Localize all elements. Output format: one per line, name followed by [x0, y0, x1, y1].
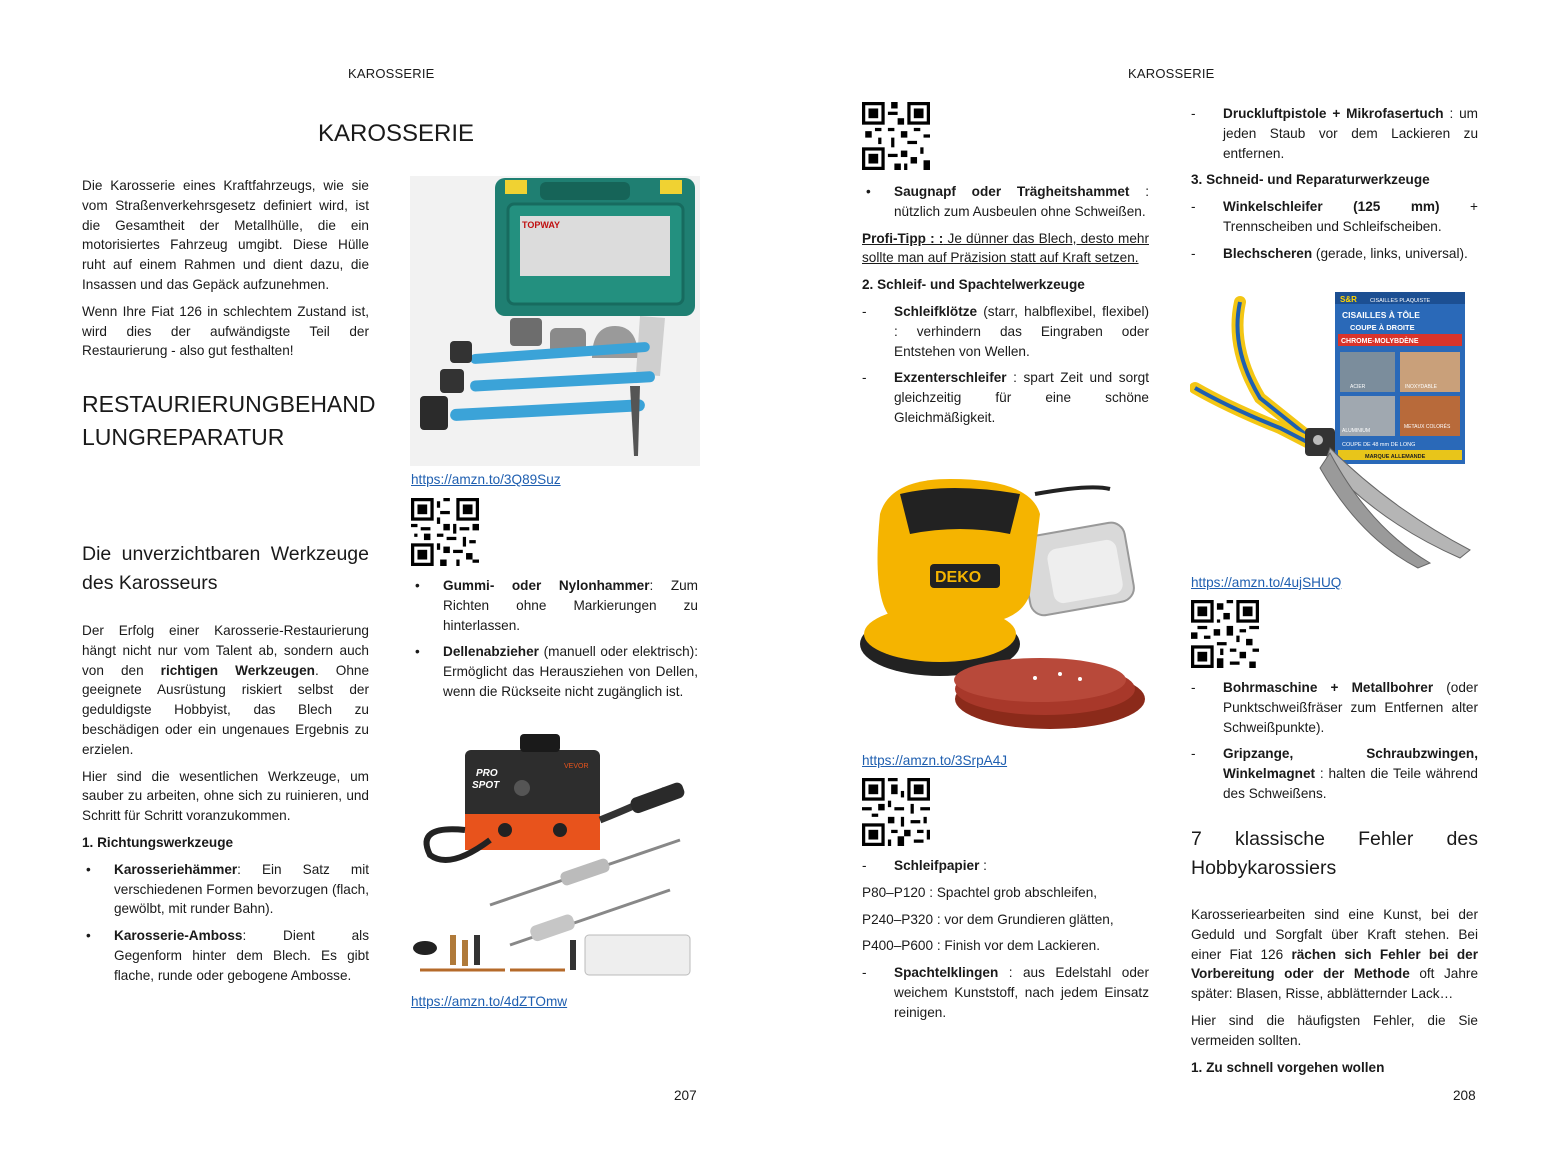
heading-line: des Karosseurs: [82, 572, 218, 594]
box-text: COUPE À DROITE: [1350, 323, 1415, 332]
list-item: [862, 302, 1149, 361]
page-number-left: 207: [674, 1088, 697, 1103]
grit-line: P80–P120 : Spachtel grob abschleifen,: [862, 884, 1098, 900]
paragraph-erfolg: [82, 621, 369, 760]
bold-run: Bohrmaschine + Metallbohrer: [1223, 680, 1434, 695]
box-text: INOXYDABLE: [1405, 384, 1437, 390]
text-run: Der Erfolg einer Karosserie-Restaurierung hängt nicht nur vom Talent ab, sondern auch von den: [82, 623, 369, 678]
paragraph-haeufigste: Hier sind die häufigsten Fehler, die Sie vermeiden sollten.: [1191, 1012, 1478, 1048]
list-item: [411, 576, 698, 635]
box-text: COUPE DE 48 mm DE LONG: [1342, 442, 1416, 448]
text-run: : halten die Teile während des Schweißens.: [1223, 766, 1478, 801]
heading-line: Die unverzichtbaren Werkzeuge: [82, 543, 369, 565]
paragraph-hier: Hier sind die wesentlichen Werkzeuge, um sauber zu arbeiten, ohne sich zu ruinieren, und Schritt für Schritt voranzukommen.: [82, 768, 369, 824]
list-item: [82, 860, 369, 919]
hammer-set-image: [410, 176, 700, 466]
sheet-metal-shears-image: [1190, 288, 1480, 570]
grit-line: P400–P600 : Finish vor dem Lackieren.: [862, 938, 1101, 954]
box-text: MARQUE ALLEMANDE: [1365, 454, 1426, 460]
sander-brand-label: DEKO: [935, 569, 982, 586]
bullet-icon: •: [866, 184, 871, 199]
text-run: : spart Zeit und sorgt gleichzeitig für eine schöne Gleichmäßigkeit.: [894, 370, 1149, 425]
bold-run: Schleifpapier: [894, 858, 980, 873]
qr-code-graphic: [862, 102, 930, 170]
bold-run: Gripzange, Schraubzwingen, Winkelmagnet: [1223, 746, 1478, 782]
text-run: (starr, halbflexibel, flexibel) : verhindern das Eingraben oder Entstehen von Wellen.: [894, 303, 1149, 359]
box-text: CHROME-MOLYBDÈNE: [1341, 338, 1419, 345]
heading-restaurierung: [82, 388, 382, 454]
text-run: : nützlich zum Ausbeulen ohne Schweißen.: [894, 184, 1150, 219]
text-run: (manuell oder elektrisch): Ermöglicht das Herausziehen von Dellen, wenn die Rückseite nicht zugänglich ist.: [443, 644, 698, 699]
heading-line: 7 klassische Fehler des: [1191, 828, 1478, 850]
dash-marker: -: [1191, 680, 1196, 695]
amazon-link-dent-puller[interactable]: https://amzn.to/4dZTOmw: [411, 994, 568, 1009]
bold-run: richtigen Werkzeugen: [160, 662, 315, 678]
hammer-set-illustration: [410, 176, 700, 466]
box-brand: S&R: [1340, 295, 1357, 304]
amazon-link-hammer-set[interactable]: https://amzn.to/3Q89Suz: [411, 472, 561, 487]
orbital-sander-illustration: [860, 474, 1150, 744]
column-four-text: [1191, 104, 1478, 271]
amazon-link-sander[interactable]: https://amzn.to/3SrpA4J: [862, 753, 1008, 768]
text-run: + Trennscheiben und Schleifscheiben.: [1223, 199, 1478, 234]
text-run: : Dient als Gegenform hinter dem Blech. Es gibt flache, runde oder gebogene Ambosse.: [114, 928, 369, 983]
qr-code-icon: [1191, 600, 1259, 668]
left-running-header: KAROSSERIE: [348, 66, 435, 81]
dent-puller-illustration: [410, 730, 700, 988]
left-column-body: [82, 621, 369, 993]
bold-run: Spachtelklingen: [894, 965, 999, 981]
text-run: : aus Edelstahl oder weichem Kunststoff, nach jedem Einsatz reinigen.: [894, 965, 1149, 1020]
dash-marker: -: [1191, 245, 1196, 261]
section-heading-1: 1. Richtungswerkzeuge: [82, 834, 234, 850]
box-text: ALUMINIUM: [1342, 428, 1371, 434]
text-run: . Ohne geeignete Ausrüstung riskiert selbst der geduldigste Hobbyist, das Blech zu beschädigen oder ein ungenaues Ergebnis zu erzielen.: [82, 662, 369, 757]
welder-label: PRO: [476, 768, 498, 779]
list-item: [1191, 197, 1478, 237]
list-item: [1191, 678, 1478, 737]
list-item: [82, 926, 369, 985]
bold-run: Schleifklötze: [894, 303, 978, 319]
box-text: CISAILLES PLAQUISTE: [1370, 298, 1431, 304]
heading-werkzeuge: [82, 540, 369, 598]
welder-label: SPOT: [472, 780, 500, 791]
left-column-text: [82, 176, 369, 368]
list-item: [862, 963, 1149, 1022]
list-item: [1191, 104, 1478, 163]
right-running-header: KAROSSERIE: [1128, 66, 1215, 81]
bold-run: Gummi- oder Nylonhammer: [443, 578, 650, 593]
bold-run: rächen sich Fehler bei der Vorbereitung oder der Methode: [1191, 946, 1478, 982]
section-heading-4: 1. Zu schnell vorgehen wollen: [1191, 1059, 1385, 1075]
section-heading-2: 2. Schleif- und Spachtelwerkzeuge: [862, 277, 1085, 293]
dash-marker: -: [1191, 106, 1196, 121]
heading-line: RESTAURIERUNGBEHAND: [82, 391, 376, 417]
column-four-lower: [1191, 678, 1478, 811]
heading-line: Hobbykarossiers: [1191, 857, 1337, 879]
section-heading-3: 3. Schneid- und Reparaturwerkzeuge: [1191, 172, 1430, 188]
dent-puller-image: [410, 730, 700, 988]
list-item: [411, 642, 698, 701]
list-item: [1191, 744, 1478, 803]
column-three-text: [862, 182, 1149, 435]
box-text: ACIER: [1350, 384, 1366, 390]
middle-column-list: [411, 576, 698, 709]
shears-illustration: [1190, 288, 1480, 570]
qr-code-graphic: [1191, 600, 1259, 668]
bold-run: Blechscheren: [1223, 245, 1313, 261]
bold-run: Exzenterschleifer: [894, 370, 1007, 386]
text-run: (oder Punktschweißfräser zum Entfernen alter Schweißpunkte).: [1223, 680, 1478, 735]
grit-line: P240–P320 : vor dem Grundieren glätten,: [862, 911, 1114, 927]
column-three-lower: [862, 856, 1149, 1030]
bullet-icon: •: [415, 644, 420, 660]
dash-marker: -: [862, 370, 867, 386]
box-text: CISAILLES À TÔLE: [1342, 310, 1420, 320]
bold-run: Saugnapf oder Trägheitshammet: [894, 184, 1130, 199]
dash-marker: -: [862, 858, 867, 873]
list-item: [862, 856, 1149, 876]
case-brand-label: TOPWAY: [522, 220, 561, 230]
dash-marker: -: [862, 303, 867, 319]
orbital-sander-image: [860, 474, 1150, 744]
text-run: (gerade, links, universal).: [1312, 245, 1468, 261]
box-text: METAUX COLORÉS: [1404, 424, 1451, 430]
shears-box-shape: [1335, 292, 1465, 464]
qr-code-icon: [862, 102, 930, 170]
pro-tip: [862, 229, 1149, 269]
heading-fehler: [1191, 825, 1478, 883]
text-run: :: [979, 858, 987, 873]
bold-run: Dellenabzieher: [443, 644, 539, 660]
bullet-icon: •: [86, 861, 91, 877]
qr-code-graphic: [862, 778, 930, 846]
qr-code-icon: [862, 778, 930, 846]
text-run: oft Jahre später: Blasen, Risse, abblätternder Lack…: [1191, 966, 1479, 1002]
page-title: KAROSSERIE: [318, 120, 475, 147]
column-four-final: [1191, 905, 1478, 1084]
list-item: [862, 182, 1149, 222]
page-number-right: 208: [1453, 1088, 1476, 1103]
bold-run: Profi-Tipp : :: [862, 230, 944, 246]
text-run: : Ein Satz mit verschiedenen Formen bevorzugen (flach, gewölbt, mit runder Bahn).: [114, 861, 369, 917]
bold-run: Karosseriehämmer: [114, 861, 238, 877]
list-item: [862, 368, 1149, 427]
bullet-icon: •: [86, 928, 91, 944]
text-run: : um jeden Staub vor dem Lackieren zu entfernen.: [1223, 106, 1478, 161]
list-item: [1191, 244, 1478, 264]
welder-brand: VEVOR: [564, 763, 589, 770]
dash-marker: -: [1191, 746, 1196, 762]
dash-marker: -: [862, 965, 867, 981]
bold-run: Druckluftpistole + Mikrofasertuch: [1223, 106, 1444, 121]
qr-code-icon: [411, 498, 479, 566]
text-run: Je dünner das Blech, desto mehr sollte man auf Präzision statt auf Kraft setzen.: [862, 230, 1149, 266]
text-run: : Zum Richten ohne Markierungen zu hinterlassen.: [443, 578, 699, 633]
intro-paragraph-2: Wenn Ihre Fiat 126 in schlechtem Zustand ist, wird dies der aufwändigste Teil der Restaurierung - also gut festhalten!: [82, 303, 369, 359]
amazon-link-shears[interactable]: https://amzn.to/4ujSHUQ: [1191, 575, 1342, 590]
bold-run: Winkelschleifer (125 mm): [1223, 199, 1440, 215]
text-run: Karosseriearbeiten sind eine Kunst, bei der Geduld und Sorgfalt über Kraft stehen. Bei einer Fiat 126: [1191, 907, 1478, 962]
qr-code-graphic: [411, 498, 479, 566]
bullet-icon: •: [415, 578, 420, 593]
intro-paragraph-1: Die Karosserie eines Kraftfahrzeugs, wie sie vom Straßenverkehrsgesetz definiert wird, ist die Gesamtheit der Metallhülle, die ein motorisiertes Fahrzeug umgibt. Diese Hülle ruht auf einem Rahmen und dient dazu, die Insassen und das Gepäck aufzunehmen.: [82, 178, 369, 292]
dash-marker: -: [1191, 199, 1196, 215]
bold-run: Karosserie-Amboss: [114, 928, 243, 944]
heading-line: LUNGREPARATUR: [82, 424, 285, 450]
paragraph-kunst: [1191, 905, 1478, 1004]
